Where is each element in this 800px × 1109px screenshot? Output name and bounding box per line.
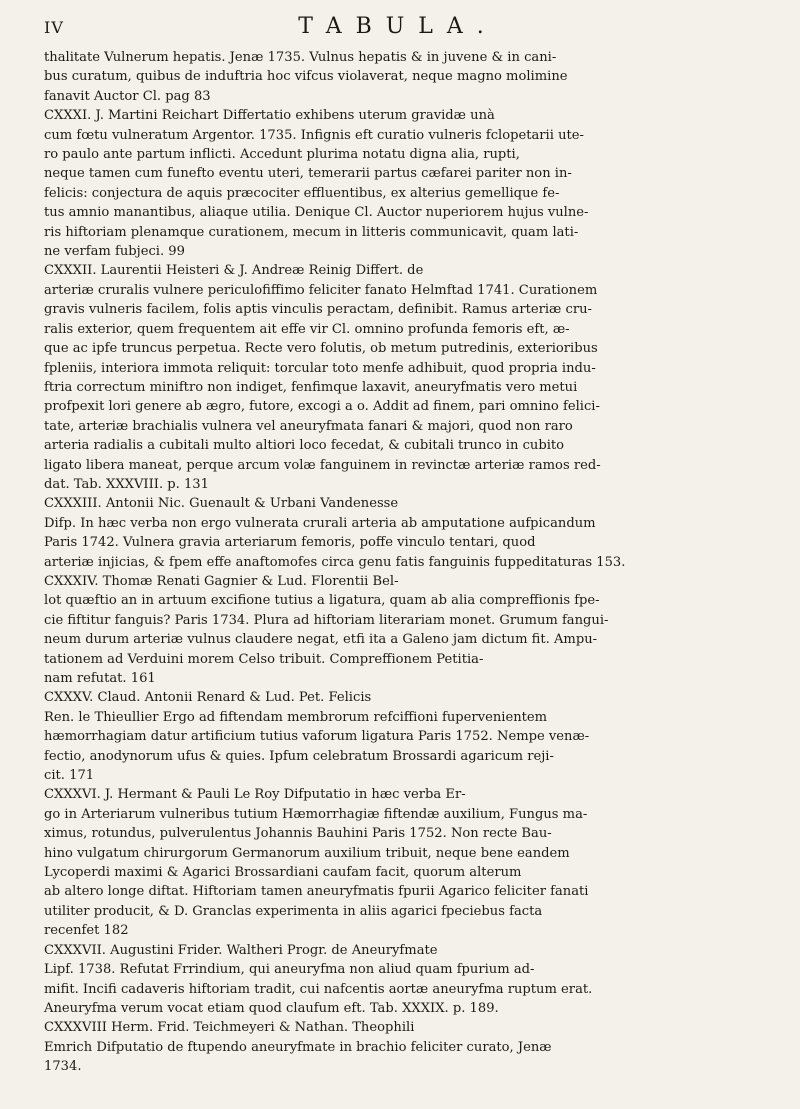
text-line: cie fiftitur fanguis? Paris 1734. Plura ad hiftoriam literariam monet. Grumum fangui- bbox=[44, 612, 609, 628]
text-line: CXXXVII. Augustini Frider. Waltheri Progr. de Aneuryfmate bbox=[44, 942, 438, 958]
text-line: arteriæ injicias, & fpem effe anaftomofes circa genu fatis fanguinis fuppeditaturas 153. bbox=[44, 554, 626, 570]
text-line: CXXXIII. Antonii Nic. Guenault & Urbani Vandenesse bbox=[44, 496, 399, 512]
text-line: ftria correctum miniftro non indiget, fenfimque laxavit, aneuryfmatis vero metui bbox=[44, 379, 578, 395]
text-line: felicis: conjectura de aquis præcociter effluentibus, ex alterius gemellique fe- bbox=[44, 185, 560, 201]
text-line: fectio, anodynorum ufus & quies. Ipfum celebratum Brossardi agaricum reji- bbox=[44, 748, 554, 764]
text-line: tationem ad Verduini morem Celso tribuit. Compreffionem Petitia- bbox=[44, 651, 484, 667]
text-line: Aneuryfma verum vocat etiam quod claufum eft. Tab. XXXIX. p. 189. bbox=[44, 1000, 499, 1016]
text-line: CXXXII. Laurentii Heisteri & J. Andreæ Reinig Differt. de bbox=[44, 263, 424, 279]
text-line: neque tamen cum funefto eventu uteri, temerarii partus cæfarei pariter non in- bbox=[44, 166, 572, 182]
text-line: go in Arteriarum vulneribus tutium Hæmorrhagiæ fiftendæ auxilium, Fungus ma- bbox=[44, 806, 588, 822]
text-line: ne verfam fubjeci. 99 bbox=[44, 244, 185, 260]
text-line: nam refutat. 161 bbox=[44, 671, 156, 686]
text-line: recenfet 182 bbox=[44, 923, 129, 939]
text-line: Lycoperdi maximi & Agarici Brossardiani caufam facit, quorum alterum bbox=[44, 865, 522, 881]
running-title: TABULA. bbox=[298, 14, 498, 39]
text-line: ralis exterior, quem frequentem ait effe vir Cl. omnino profunda femoris eft, æ- bbox=[44, 321, 570, 337]
text-line: Difp. In hæc verba non ergo vulnerata crurali arteria ab amputatione aufpicandum bbox=[44, 515, 596, 531]
page-header bbox=[44, 14, 752, 48]
text-line: tate, arteriæ brachialis vulnera vel aneuryfmata fanari & majori, quod non raro bbox=[44, 418, 573, 434]
text-line: CXXXIV. Thomæ Renati Gagnier & Lud. Florentii Bel- bbox=[44, 573, 399, 589]
text-line: neum durum arteriæ vulnus claudere negat, etfi ita a Galeno jam dictum fit. Ampu- bbox=[44, 632, 598, 648]
text-line: ro paulo ante partum inflicti. Accedunt plurima notatu digna alia, rupti, bbox=[44, 147, 520, 163]
text-line: hino vulgatum chirurgorum Germanorum auxilium tribuit, neque bene eandem bbox=[44, 845, 570, 861]
text-line: Paris 1742. Vulnera gravia arteriarum femoris, poffe vinculo tentari, quod bbox=[44, 535, 536, 551]
text-line: Emrich Difputatio de ftupendo aneuryfmate in brachio feliciter curato, Jenæ bbox=[44, 1039, 552, 1055]
text-line: ris hiftoriam plenamque curationem, mecum in litteris communicavit, quam lati- bbox=[44, 224, 579, 240]
text-line: CXXXV. Claud. Antonii Renard & Lud. Pet. Felicis bbox=[44, 690, 372, 706]
text-line: gravis vulneris facilem, folis aptis vinculis peractam, definibit. Ramus arteriæ cru- bbox=[44, 302, 592, 318]
text-line: ab altero longe diftat. Hiftoriam tamen aneuryfmatis fpurii Agarico feliciter fanati bbox=[44, 884, 589, 900]
text-line: tus amnio manantibus, aliaque utilia. Denique Cl. Auctor nuperiorem hujus vulne- bbox=[44, 205, 589, 221]
text-line: CXXXI. J. Martini Reichart Differtatio exhibens uterum gravidæ unà bbox=[44, 108, 495, 124]
text-line: utiliter producit, & D. Granclas experimenta in aliis agarici fpeciebus facta bbox=[44, 903, 543, 919]
page-number: IV bbox=[44, 18, 64, 37]
text-line: profpexit lori genere ab ægro, futore, excogi a o. Addit ad finem, pari omnino felici- bbox=[44, 399, 600, 415]
text-line: cum fœtu vulneratum Argentor. 1735. Infignis eft curatio vulneris fclopetarii ute- bbox=[44, 127, 584, 143]
text-line: que ac ipfe truncus perpetua. Recte vero folutis, ob metum putredinis, exterioribus bbox=[44, 341, 598, 357]
text-line: ligato libera maneat, perque arcum volæ fanguinem in revinctæ arteriæ ramos red- bbox=[44, 457, 601, 473]
text-line: bus curatum, quibus de induftria hoc vifcus violaverat, neque magno molimine bbox=[44, 69, 568, 85]
text-line: arteriæ cruralis vulnere periculofiffimo feliciter fanato Helmftad 1741. Curationem bbox=[44, 282, 598, 298]
text-line: hæmorrhagiam datur artificium tutius vaforum ligatura Paris 1752. Nempe venæ- bbox=[44, 729, 590, 745]
text-line: CXXXVIII Herm. Frid. Teichmeyeri & Nathan. Theophili bbox=[44, 1020, 415, 1036]
text-line: dat. Tab. XXXVIII. p. 131 bbox=[44, 476, 209, 492]
text-line: fpleniis, interiora immota reliquit: torcular toto menfe adhibuit, quod propria indu- bbox=[44, 360, 596, 376]
text-line: lot quæftio an in artuum excifione tutius a ligatura, quam ab alia compreffionis fpe- bbox=[44, 593, 600, 609]
index-text bbox=[44, 48, 752, 1077]
text-line: 1734. bbox=[44, 1059, 82, 1075]
text-line: Lipf. 1738. Refutat Frrindium, qui aneuryfma non aliud quam fpurium ad- bbox=[44, 962, 535, 978]
text-line: cit. 171 bbox=[44, 768, 95, 784]
text-line: arteria radialis a cubitali multo altiori loco fecedat, & cubitali trunco in cubito bbox=[44, 438, 565, 454]
text-line: Ren. le Thieullier Ergo ad fiftendam membrorum refciffioni fupervenientem bbox=[44, 709, 548, 725]
text-line: fanavit Auctor Cl. pag 83 bbox=[44, 88, 211, 104]
text-line: CXXXVI. J. Hermant & Pauli Le Roy Difputatio in hæc verba Er- bbox=[44, 787, 466, 803]
text-line: mifit. Incifi cadaveris hiftoriam tradit, cui nafcentis aortæ aneuryfma ruptum erat. bbox=[44, 981, 593, 997]
text-line: thalitate Vulnerum hepatis. Jenæ 1735. Vulnus hepatis & in juvene & in cani- bbox=[44, 50, 557, 65]
text-line: ximus, rotundus, pulverulentus Johannis Bauhini Paris 1752. Non recte Bau- bbox=[44, 826, 552, 842]
